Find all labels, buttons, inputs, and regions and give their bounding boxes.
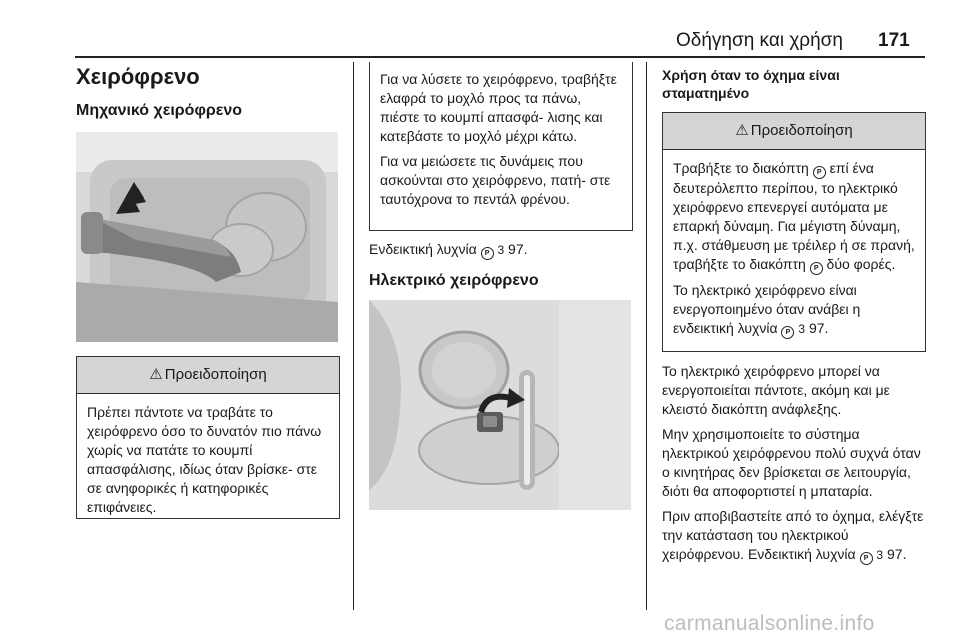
warning-box-manual xyxy=(76,356,340,519)
switch-text-part3: δύο φορές. xyxy=(826,256,896,272)
activation-page-ref: 97. xyxy=(808,320,829,336)
warning-label: Προειδοποίηση xyxy=(750,122,853,139)
switch-text-part2: επί ένα δευτερόλεπτο περίπου, το ηλεκτρικό χειρόφρενο επενεργεί αυτόματα με επαρκή δύναμη. Για μέγιστη δύναμη, π.χ. στάθμευση με τρέιλερ ή σε πρανή, τραβήξτε το διακόπτη xyxy=(673,160,915,272)
info-paragraph-1: Το ηλεκτρικό χειρόφρενο μπορεί να ενεργοποιείται πάντοτε, ακόμη και με κλειστό διακόπτη ανάφλεξης. xyxy=(662,363,890,417)
info-paragraph-3-text: Πριν αποβιβαστείτε από το όχημα, ελέγξτε την κατάσταση του ηλεκτρικού χειρόφρενου. Ενδεικτική λυχνία xyxy=(662,508,924,562)
manual-handbrake-photo xyxy=(76,132,338,342)
indicator-reference xyxy=(369,240,639,260)
section-title: Χειρόφρενο xyxy=(76,64,200,89)
warning-triangle-icon: ⚠ xyxy=(735,122,749,139)
activation-text: Το ηλεκτρικό χειρόφρενο είναι ενεργοποιημένο όταν ανάβει η ενδεικτική λυχνία xyxy=(673,282,861,336)
stationary-use-title: Χρήση όταν το όχημα είναι σταματημένο xyxy=(662,67,840,101)
info-paragraph-3 xyxy=(662,507,928,565)
manual-handbrake-illustration xyxy=(76,132,338,342)
warning-text: Πρέπει πάντοτε να τραβάτε το χειρόφρενο όσο το δυνατόν πιο πάνω χωρίς να πατάτε το κουμπί απασφάλισης, ιδίως όταν βρίσκε- στε σε ανηφορικές ή κατηφορικές επιφάνειες. xyxy=(87,404,322,515)
electric-handbrake-photo xyxy=(369,300,631,510)
release-instructions: Για να λύσετε το χειρόφρενο, τραβήξτε ελαφρά το μοχλό προς τα πάνω, πιέστε το κουμπί απασφά- λισης και κατεβάστε το μοχλό μέχρι κάτω. xyxy=(380,71,617,144)
header-title: Οδήγηση και χρήση xyxy=(676,30,843,51)
warning-header xyxy=(77,357,339,394)
column-divider-left xyxy=(353,62,354,610)
brake-lamp-icon: P xyxy=(481,247,494,260)
warning-header xyxy=(663,113,925,150)
info-paragraph-2: Μην χρησιμοποιείτε το σύστημα ηλεκτρικού χειρόφρενου πολύ συχνά όταν ο κινητήρας δεν βρίσκεται σε λειτουργία, διότι θα αποφορτιστεί η μπαταρία. xyxy=(662,426,921,499)
warning-label: Προειδοποίηση xyxy=(164,366,267,383)
switch-text-part1: Τραβήξτε το διακόπτη xyxy=(673,160,809,176)
brake-switch-icon: P xyxy=(813,166,826,179)
activation-note xyxy=(673,281,915,339)
manual-handbrake-title: Μηχανικό χειρόφρενο xyxy=(76,102,243,119)
release-instructions-body xyxy=(370,62,632,217)
header-rule xyxy=(75,56,925,58)
warning-triangle-icon: ⚠ xyxy=(149,366,163,383)
warning-body xyxy=(663,150,925,347)
electric-info-text xyxy=(662,362,928,565)
electric-handbrake-title: Ηλεκτρικό χειρόφρενο xyxy=(369,272,539,289)
switch-instructions xyxy=(673,159,915,275)
page-number: 171 xyxy=(878,30,910,51)
brake-lamp-icon: P xyxy=(860,552,873,565)
warning-box-electric xyxy=(662,112,926,352)
page-ref-arrow-icon: 3 xyxy=(798,322,806,336)
indicator-text: Ενδεικτική λυχνία xyxy=(369,241,477,257)
warning-body xyxy=(77,394,339,525)
brake-switch-icon: P xyxy=(810,262,823,275)
info-page-ref: 97. xyxy=(887,546,907,562)
indicator-page-ref: 97. xyxy=(508,241,528,257)
release-instructions-box xyxy=(369,62,633,231)
page-ref-arrow-icon: 3 xyxy=(497,243,505,257)
column-divider-right xyxy=(646,62,647,610)
electric-handbrake-illustration xyxy=(369,300,631,510)
force-reduction-note: Για να μειώσετε τις δυνάμεις που ασκούνται στο χειρόφρενο, πατή- στε ταυτόχρονα το πεντάλ φρένου. xyxy=(380,153,611,207)
watermark: carmanualsonline.info xyxy=(664,612,875,635)
page-ref-arrow-icon: 3 xyxy=(876,548,884,562)
brake-lamp-icon: P xyxy=(781,326,794,339)
